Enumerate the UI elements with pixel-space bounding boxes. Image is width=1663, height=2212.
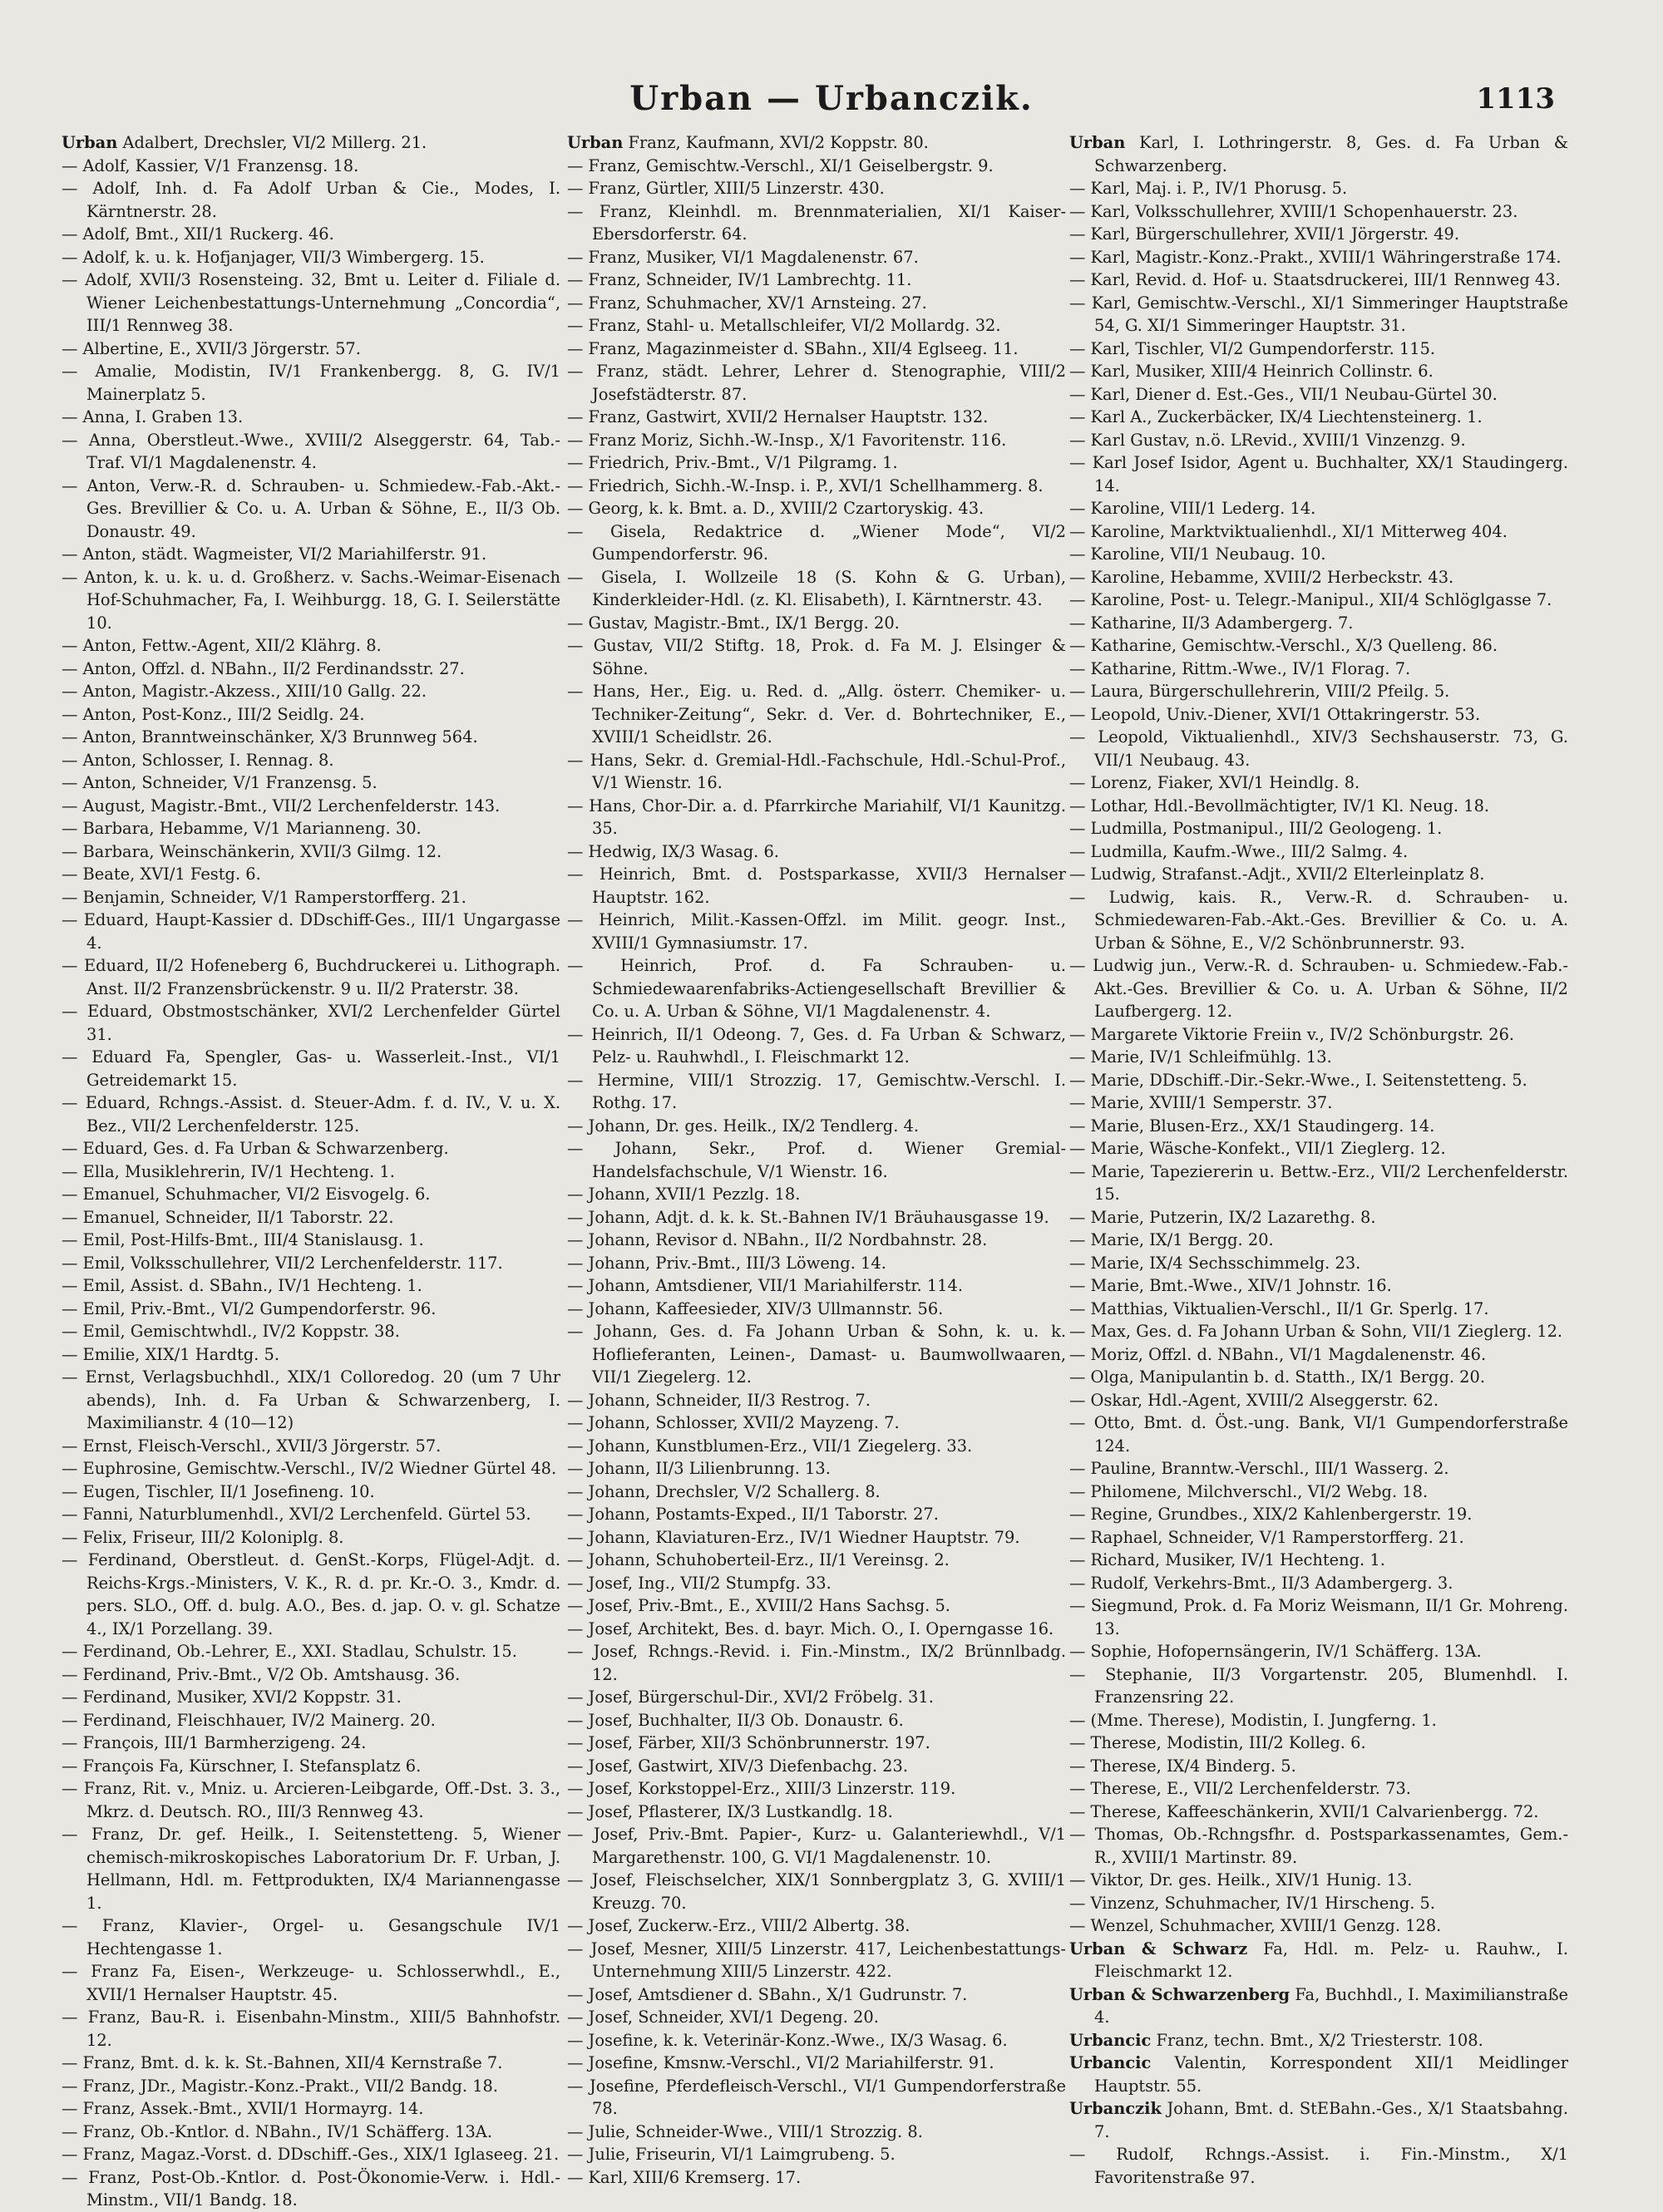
directory-entry: — Gustav, VII/2 Stiftg. 18, Prok. d. Fa M. J. Elsinger & Söhne. bbox=[567, 636, 1066, 678]
directory-entry: — Eduard, Rchngs.-Assist. d. Steuer-Adm. f. d. IV., V. u. X. Bez., VII/2 Lerchenfelderstr. 125. bbox=[62, 1093, 560, 1136]
directory-entry: — Karl, Maj. i. P., IV/1 Phorusg. 5. bbox=[1069, 179, 1348, 198]
directory-entry: — Ferdinand, Fleischhauer, IV/2 Mainerg. 20. bbox=[62, 1710, 436, 1730]
directory-entry: — Karoline, VIII/1 Lederg. 14. bbox=[1069, 499, 1316, 518]
directory-entry: — Julie, Schneider-Wwe., VIII/1 Strozzig. 8. bbox=[567, 2121, 923, 2141]
directory-entry: — Johann, Kunstblumen-Erz., VII/1 Ziegelerg. 33. bbox=[567, 1436, 973, 1456]
directory-entry: — Eduard, Obstmostschänker, XVI/2 Lerchenfelder Gürtel 31. bbox=[62, 1002, 560, 1044]
directory-entry: — Karoline, Marktviktualienhdl., XI/1 Mitterweg 404. bbox=[1069, 521, 1508, 541]
directory-entry: — Sophie, Hofopernsängerin, IV/1 Schäfferg. 13A. bbox=[1069, 1642, 1482, 1661]
directory-entry: — Leopold, Univ.-Diener, XVI/1 Ottakringerstr. 53. bbox=[1069, 704, 1481, 724]
directory-entry: — Johann, Klaviaturen-Erz., IV/1 Wiedner Hauptstr. 79. bbox=[567, 1527, 1020, 1547]
directory-entry: — Karoline, VII/1 Neubaug. 10. bbox=[1069, 544, 1326, 564]
directory-entry: — Josef, Färber, XII/3 Schönbrunnerstr. 197. bbox=[567, 1733, 930, 1752]
directory-entry: — Karl A., Zuckerbäcker, IX/4 Liechtensteinerg. 1. bbox=[1069, 407, 1483, 426]
directory-entry: — Stephanie, II/3 Vorgartenstr. 205, Blumenhdl. I. Franzensring 22. bbox=[1069, 1664, 1568, 1707]
directory-entry: — Richard, Musiker, IV/1 Hechteng. 1. bbox=[1069, 1550, 1385, 1569]
directory-entry: — Gisela, I. Wollzeile 18 (S. Kohn & G. Urban), Kinderkleider-Hdl. (z. Kl. Elisabeth), I. Kärntnerstr. 43. bbox=[567, 567, 1066, 609]
directory-entry: Urban & Schwarz Fa, Hdl. m. Pelz- u. Rauhw., I. Fleischmarkt 12. bbox=[1069, 1939, 1568, 1981]
directory-entry: — Lothar, Hdl.-Bevollmächtigter, IV/1 Kl. Neug. 18. bbox=[1069, 796, 1490, 815]
directory-entry: — Marie, Wäsche-Konfekt., VII/1 Zieglerg. 12. bbox=[1069, 1139, 1446, 1158]
directory-entry: — Josef, Schneider, XVI/1 Degeng. 20. bbox=[567, 2008, 879, 2027]
directory-entry: — Olga, Manipulantin b. d. Statth., IX/1 Bergg. 20. bbox=[1069, 1367, 1486, 1387]
directory-entry: — Franz, Schuhmacher, XV/1 Arnsteing. 27. bbox=[567, 293, 927, 313]
directory-entry: — Katharine, Gemischtw.-Verschl., X/3 Quelleng. 86. bbox=[1069, 636, 1498, 655]
directory-entry: — Siegmund, Prok. d. Fa Moriz Weismann, II/1 Gr. Mohreng. 13. bbox=[1069, 1596, 1568, 1638]
directory-entry: — Franz, Magaz.-Vorst. d. DDschiff.-Ges., XIX/1 Iglaseeg. 21. bbox=[62, 2145, 560, 2164]
directory-entry: — Ludmilla, Postmanipul., III/2 Geologeng. 1. bbox=[1069, 819, 1443, 838]
directory-entry: — Adolf, Inh. d. Fa Adolf Urban & Cie., Modes, I. Kärntnerstr. 28. bbox=[62, 179, 560, 221]
directory-entry: — Karl Josef Isidor, Agent u. Buchhalter, XX/1 Staudingerg. 14. bbox=[1069, 453, 1568, 495]
column-1 bbox=[62, 131, 560, 2210]
directory-entry: — Ferdinand, Ob.-Lehrer, E., XXI. Stadlau, Schulstr. 15. bbox=[62, 1642, 517, 1661]
directory-entry: — Johann, Dr. ges. Heilk., IX/2 Tendlerg. 4. bbox=[567, 1116, 920, 1136]
directory-entry: — Emanuel, Schneider, II/1 Taborstr. 22. bbox=[62, 1207, 394, 1227]
directory-entry: — Marie, IX/4 Sechsschimmelg. 23. bbox=[1069, 1253, 1361, 1273]
directory-entry: — Josef, Rchngs.-Revid. i. Fin.-Minstm., IX/2 Brünnlbadg. 12. bbox=[567, 1642, 1066, 1684]
directory-entry: — Josef, Priv.-Bmt. Papier-, Kurz- u. Galanteriewhdl., V/1 Margarethenstr. 100, G. VI/1 Magdalenenstr. 10. bbox=[567, 1825, 1066, 1867]
directory-entry: Urban Adalbert, Drechsler, VI/2 Millerg. 21. bbox=[62, 133, 427, 152]
directory-entry: — Karl, Musiker, XIII/4 Heinrich Collinstr. 6. bbox=[1069, 362, 1434, 381]
directory-entry: — Emanuel, Schuhmacher, VI/2 Eisvogelg. 6. bbox=[62, 1185, 431, 1204]
directory-entry: — Margarete Viktorie Freiin v., IV/2 Schönburgstr. 26. bbox=[1069, 1024, 1515, 1044]
directory-entry: — Katharine, II/3 Adambergerg. 7. bbox=[1069, 613, 1354, 633]
directory-entry: — Josef, Pflasterer, IX/3 Lustkandlg. 18. bbox=[567, 1801, 893, 1821]
directory-entry: — Hans, Chor-Dir. a. d. Pfarrkirche Mariahilf, VI/1 Kaunitzg. 35. bbox=[567, 796, 1066, 838]
directory-entry: — Josef, Gastwirt, XIV/3 Diefenbachg. 23. bbox=[567, 1756, 908, 1776]
directory-entry: — Eugen, Tischler, II/1 Josefineng. 10. bbox=[62, 1481, 375, 1501]
directory-entry: — Marie, IX/1 Bergg. 20. bbox=[1069, 1230, 1274, 1249]
directory-entry: — Franz Moriz, Sichh.-W.-Insp., X/1 Favoritenstr. 116. bbox=[567, 430, 1007, 450]
directory-entry: — Laura, Bürgerschullehrerin, VIII/2 Pfeilg. 5. bbox=[1069, 682, 1450, 701]
directory-entry: Urban Karl, I. Lothringerstr. 8, Ges. d. Fa Urban & Schwarzenberg. bbox=[1069, 133, 1568, 175]
directory-entry: — François, III/1 Barmherzigeng. 24. bbox=[62, 1733, 367, 1752]
directory-entry: — Therese, Modistin, III/2 Kolleg. 6. bbox=[1069, 1733, 1366, 1752]
directory-entry: — Johann, Schneider, II/3 Restrog. 7. bbox=[567, 1390, 871, 1410]
directory-entry: — Ludwig jun., Verw.-R. d. Schrauben- u. Schmiedew.-Fab.-Akt.-Ges. Brevillier & Co. u. A. Urban & Söhne, II/2 Laufbergerg. 12. bbox=[1069, 956, 1568, 1021]
directory-entry: — Josefine, k. k. Veterinär-Konz.-Wwe., IX/3 Wasag. 6. bbox=[567, 2030, 1008, 2050]
directory-entry: Urbancic Franz, techn. Bmt., X/2 Triesterstr. 108. bbox=[1069, 2030, 1483, 2050]
directory-entry: — Karl, XIII/6 Kremserg. 17. bbox=[567, 2167, 802, 2187]
directory-entry: — Karl, Diener d. Est.-Ges., VII/1 Neubau-Gürtel 30. bbox=[1069, 384, 1498, 404]
directory-entry: — Franz Fa, Eisen-, Werkzeuge- u. Schlosserwhdl., E., XVII/1 Hernalser Hauptstr. 45. bbox=[62, 1962, 560, 2004]
directory-entry: — Franz, Stahl- u. Metallschleifer, VI/2 Mollardg. 32. bbox=[567, 316, 1001, 335]
directory-entry: — Barbara, Hebamme, V/1 Marianneng. 30. bbox=[62, 819, 422, 838]
directory-entry: — Emil, Volksschullehrer, VII/2 Lerchenfelderstr. 117. bbox=[62, 1253, 503, 1273]
directory-entry: — Franz, Magazinmeister d. SBahn., XII/4 Eglseeg. 11. bbox=[567, 338, 1019, 358]
directory-entry: — Marie, Putzerin, IX/2 Lazarethg. 8. bbox=[1069, 1207, 1376, 1227]
column-2 bbox=[567, 131, 1066, 2187]
directory-entry: — (Mme. Therese), Modistin, I. Jungferng. 1. bbox=[1069, 1710, 1437, 1730]
directory-entry: — Ferdinand, Priv.-Bmt., V/2 Ob. Amtshausg. 36. bbox=[62, 1664, 461, 1684]
directory-entry: — Heinrich, Milit.-Kassen-Offzl. im Milit. geogr. Inst., XVIII/1 Gymnasiumstr. 17. bbox=[567, 910, 1066, 953]
directory-entry: — Marie, Tapeziererin u. Bettw.-Erz., VII/2 Lerchenfelderstr. 15. bbox=[1069, 1161, 1568, 1204]
directory-entry: — Felix, Friseur, III/2 Koloniplg. 8. bbox=[62, 1527, 344, 1547]
directory-entry: — Franz, Rit. v., Mniz. u. Arcieren-Leibgarde, Off.-Dst. 3. 3., Mkrz. d. Deutsch. RO., III/3 Rennweg 43. bbox=[62, 1779, 560, 1821]
directory-entry: — Ernst, Verlagsbuchhdl., XIX/1 Colloredog. 20 (um 7 Uhr abends), Inh. d. Fa Urban & Schwarzenberg, I. Maximilianstr. 4 (10—12) bbox=[62, 1367, 560, 1432]
directory-entry: — Johann, Amtsdiener, VII/1 Mariahilferstr. 114. bbox=[567, 1276, 964, 1295]
directory-entry: — Eduard Fa, Spengler, Gas- u. Wasserleit.-Inst., VI/1 Getreidemarkt 15. bbox=[62, 1047, 560, 1090]
directory-entry: — Karl, Gemischtw.-Verschl., XI/1 Simmeringer Hauptstraße 54, G. XI/1 Simmeringer Hauptstr. 31. bbox=[1069, 293, 1568, 335]
directory-entry: — Karl, Volksschullehrer, XVIII/1 Schopenhauerstr. 23. bbox=[1069, 201, 1518, 221]
directory-entry: — Matthias, Viktualien-Verschl., II/1 Gr. Sperlg. 17. bbox=[1069, 1298, 1489, 1318]
directory-entry: — Georg, k. k. Bmt. a. D., XVIII/2 Czartoryskig. 43. bbox=[567, 499, 984, 518]
directory-entry: — Anton, Fettw.-Agent, XII/2 Klährg. 8. bbox=[62, 636, 382, 655]
directory-entry: — Franz, Dr. gef. Heilk., I. Seitenstetteng. 5, Wiener chemisch-mikroskopisches Laboratorium Dr. F. Urban, J. Hellmann, Hdl. m. Fettprodukten, IX/4 Mariannengasse 1. bbox=[62, 1825, 560, 1913]
directory-entry: — Anton, Schneider, V/1 Franzensg. 5. bbox=[62, 773, 378, 792]
directory-entry: — Ludwig, kais. R., Verw.-R. d. Schrauben- u. Schmiedewaren-Fab.-Akt.-Ges. Brevillier & Co. u. A. Urban & Söhne, E., V/2 Schönbrunnerstr. 93. bbox=[1069, 887, 1568, 953]
directory-entry: — Therese, Kaffeeschänkerin, XVII/1 Calvarienbergg. 72. bbox=[1069, 1801, 1539, 1821]
directory-entry: — Ludwig, Strafanst.-Adjt., XVII/2 Elterleinplatz 8. bbox=[1069, 865, 1485, 884]
directory-entry: — Marie, IV/1 Schleifmühlg. 13. bbox=[1069, 1047, 1332, 1067]
directory-entry: — Friedrich, Sichh.-W.-Insp. i. P., XVI/1 Schellhammerg. 8. bbox=[567, 475, 1044, 495]
directory-entry: — Josef, Bürgerschul-Dir., XVI/2 Fröbelg. 31. bbox=[567, 1687, 934, 1707]
directory-entry: — Barbara, Weinschänkerin, XVII/3 Gilmg. 12. bbox=[62, 841, 442, 861]
directory-entry: — Josef, Mesner, XIII/5 Linzerstr. 417, Leichenbestattungs-Unternehmung XIII/5 Linzerstr. 422. bbox=[567, 1939, 1066, 1981]
directory-entry: — Hans, Her., Eig. u. Red. d. „Allg. österr. Chemiker- u. Techniker-Zeitung“, Sekr. d. Ver. d. Bohrtechniker, E., XVIII/1 Scheidlstr. 26. bbox=[567, 682, 1066, 746]
directory-entry: — Eduard, II/2 Hofeneberg 6, Buchdruckerei u. Lithograph. Anst. II/2 Franzensbrückenstr. 9 u. II/2 Praterstr. 38. bbox=[62, 956, 560, 998]
directory-entry: — Regine, Grundbes., XIX/2 Kahlenbergerstr. 19. bbox=[1069, 1505, 1473, 1524]
directory-entry: — Adolf, Bmt., XII/1 Ruckerg. 46. bbox=[62, 224, 334, 244]
directory-entry: — Franz, Schneider, IV/1 Lambrechtg. 11. bbox=[567, 270, 912, 289]
directory-entry: — Euphrosine, Gemischtw.-Verschl., IV/2 Wiedner Gürtel 48. bbox=[62, 1459, 557, 1478]
directory-entry: — Emil, Gemischtwhdl., IV/2 Koppstr. 38. bbox=[62, 1322, 400, 1341]
directory-entry: — Marie, XVIII/1 Semperstr. 37. bbox=[1069, 1093, 1333, 1112]
directory-entry: — Karl, Tischler, VI/2 Gumpendorferstr. 115. bbox=[1069, 338, 1436, 358]
page-number: 1113 bbox=[1476, 82, 1555, 116]
directory-entry: — Josef, Priv.-Bmt., E., XVIII/2 Hans Sachsg. 5. bbox=[567, 1596, 950, 1615]
directory-entry: — Franz, Post-Ob.-Kntlor. d. Post-Ökonomie-Verw. i. Hdl.-Minstm., VII/1 Bandg. 18. bbox=[62, 2167, 560, 2210]
directory-entry: — Anna, Oberstleut.-Wwe., XVIII/2 Alseggerstr. 64, Tab.-Traf. VI/1 Magdalenenstr. 4. bbox=[62, 430, 560, 472]
directory-entry: — Ferdinand, Oberstleut. d. GenSt.-Korps, Flügel-Adjt. d. Reichs-Krgs.-Ministers, V. K., R. d. pr. Kr.-O. 3., Kmdr. d. pers. SLO., Off. d. bulg. A.O., Bes. d. jap. O. v. gl. Schatze 4., IX/1 Porzellang. 39. bbox=[62, 1550, 560, 1638]
directory-entry: — Emil, Post-Hilfs-Bmt., III/4 Stanislausg. 1. bbox=[62, 1230, 424, 1249]
directory-entry: — Franz, Klavier-, Orgel- u. Gesangschule IV/1 Hechtengasse 1. bbox=[62, 1916, 560, 1958]
directory-entry: — Emil, Priv.-Bmt., VI/2 Gumpendorferstr. 96. bbox=[62, 1298, 437, 1318]
directory-entry: — Anton, Magistr.-Akzess., XIII/10 Gallg. 22. bbox=[62, 682, 427, 701]
directory-entry: — Ernst, Fleisch-Verschl., XVII/3 Jörgerstr. 57. bbox=[62, 1436, 442, 1456]
directory-entry: — Julie, Friseurin, VI/1 Laimgrubeng. 5. bbox=[567, 2145, 896, 2164]
directory-entry: — Johann, XVII/1 Pezzlg. 18. bbox=[567, 1185, 801, 1204]
directory-entry: — Marie, Blusen-Erz., XX/1 Staudingerg. 14. bbox=[1069, 1116, 1435, 1136]
directory-entry: — Anton, Branntweinschänker, X/3 Brunnweg 564. bbox=[62, 727, 478, 746]
directory-entry: — Franz, JDr., Magistr.-Konz.-Prakt., VII/2 Bandg. 18. bbox=[62, 2076, 499, 2096]
directory-entry: — Ella, Musiklehrerin, IV/1 Hechteng. 1. bbox=[62, 1161, 395, 1181]
directory-entry: — Johann, II/3 Lilienbrunng. 13. bbox=[567, 1459, 831, 1478]
directory-entry: — Marie, Bmt.-Wwe., XIV/1 Johnstr. 16. bbox=[1069, 1276, 1392, 1295]
directory-entry: — Albertine, E., XVII/3 Jörgerstr. 57. bbox=[62, 338, 361, 358]
directory-entry: — Franz, Ob.-Kntlor. d. NBahn., IV/1 Schäfferg. 13A. bbox=[62, 2121, 492, 2141]
directory-entry: — Otto, Bmt. d. Öst.-ung. Bank, VI/1 Gumpendorferstraße 124. bbox=[1069, 1413, 1568, 1456]
directory-entry: — Anton, Post-Konz., III/2 Seidlg. 24. bbox=[62, 704, 365, 724]
directory-entry: — Josef, Architekt, Bes. d. bayr. Mich. O., I. Operngasse 16. bbox=[567, 1618, 1054, 1638]
directory-entry: — Franz, Gürtler, XIII/5 Linzerstr. 430. bbox=[567, 179, 885, 198]
directory-entry: — Hermine, VIII/1 Strozzig. 17, Gemischtw.-Verschl. I. Rothg. 17. bbox=[567, 1070, 1066, 1112]
directory-entry: Urbancic Valentin, Korrespondent XII/1 Meidlinger Hauptstr. 55. bbox=[1069, 2053, 1568, 2096]
directory-entry: — Friedrich, Priv.-Bmt., V/1 Pilgramg. 1. bbox=[567, 453, 898, 472]
directory-entry: — Emilie, XIX/1 Hardtg. 5. bbox=[62, 1344, 279, 1364]
directory-entry: — Franz, Kleinhdl. m. Brennmaterialien, XI/1 Kaiser-Ebersdorferstr. 64. bbox=[567, 201, 1066, 244]
directory-entry: — Therese, E., VII/2 Lerchenfelderstr. 73. bbox=[1069, 1779, 1411, 1798]
directory-entry: — Johann, Drechsler, V/2 Schallerg. 8. bbox=[567, 1481, 881, 1501]
directory-entry: — Josef, Ing., VII/2 Stumpfg. 33. bbox=[567, 1573, 832, 1593]
directory-entry: — Franz, Musiker, VI/1 Magdalenenstr. 67. bbox=[567, 247, 919, 267]
directory-entry: — Karl Gustav, n.ö. LRevid., XVIII/1 Vinzenzg. 9. bbox=[1069, 430, 1466, 450]
directory-entry: — Thomas, Ob.-Rchngsfhr. d. Postsparkassenamtes, Gem.-R., XVIII/1 Martinstr. 89. bbox=[1069, 1825, 1568, 1867]
directory-entry: — Viktor, Dr. ges. Heilk., XIV/1 Hunig. 13. bbox=[1069, 1870, 1413, 1889]
directory-entry: — Benjamin, Schneider, V/1 Ramperstorfferg. 21. bbox=[62, 887, 466, 907]
directory-entry: — Johann, Priv.-Bmt., III/3 Löweng. 14. bbox=[567, 1253, 886, 1273]
directory-entry: — Lorenz, Fiaker, XVI/1 Heindlg. 8. bbox=[1069, 773, 1360, 792]
directory-entry: — Josef, Fleischselcher, XIX/1 Sonnbergplatz 3, G. XVIII/1 Kreuzg. 70. bbox=[567, 1870, 1066, 1913]
directory-entry: — Josef, Amtsdiener d. SBahn., X/1 Gudrunstr. 7. bbox=[567, 1984, 968, 2004]
directory-entry: — Max, Ges. d. Fa Johann Urban & Sohn, VII/1 Zieglerg. 12. bbox=[1069, 1322, 1563, 1341]
directory-entry: Urban & Schwarzenberg Fa, Buchhdl., I. Maximilianstraße 4. bbox=[1069, 1984, 1569, 2027]
directory-entry: — Rudolf, Verkehrs-Bmt., II/3 Adambergerg. 3. bbox=[1069, 1573, 1453, 1593]
directory-entry: — Johann, Ges. d. Fa Johann Urban & Sohn, k. u. k. Hoflieferanten, Leinen-, Damast- u. Baumwollwaaren, VII/1 Ziegelerg. 12. bbox=[567, 1322, 1066, 1387]
directory-entry: — Heinrich, Bmt. d. Postsparkasse, XVII/3 Hernalser Hauptstr. 162. bbox=[567, 865, 1066, 907]
directory-entry: — Oskar, Hdl.-Agent, XVIII/2 Alseggerstr. 62. bbox=[1069, 1390, 1438, 1410]
directory-entry: — Hedwig, IX/3 Wasag. 6. bbox=[567, 841, 779, 861]
directory-entry: — Johann, Postamts-Exped., II/1 Taborstr. 27. bbox=[567, 1505, 939, 1524]
directory-entry: — Vinzenz, Schuhmacher, IV/1 Hirscheng. 5. bbox=[1069, 1893, 1436, 1913]
directory-entry: — Moriz, Offzl. d. NBahn., VI/1 Magdalenenstr. 46. bbox=[1069, 1344, 1487, 1364]
directory-entry: — Ludmilla, Kaufm.-Wwe., III/2 Salmg. 4. bbox=[1069, 841, 1409, 861]
directory-entry: — Franz, Assek.-Bmt., XVII/1 Hormayrg. 14. bbox=[62, 2099, 424, 2118]
directory-entry: — Eduard, Haupt-Kassier d. DDschiff-Ges., III/1 Ungargasse 4. bbox=[62, 910, 560, 953]
directory-entry: — August, Magistr.-Bmt., VII/2 Lerchenfelderstr. 143. bbox=[62, 796, 501, 815]
directory-entry: — Eduard, Ges. d. Fa Urban & Schwarzenberg. bbox=[62, 1139, 449, 1158]
directory-entry: — Franz, Gastwirt, XVII/2 Hernalser Hauptstr. 132. bbox=[567, 407, 989, 426]
page-header bbox=[67, 79, 1596, 129]
directory-entry: — Heinrich, II/1 Odeong. 7, Ges. d. Fa Urban & Schwarz, Pelz- u. Rauhwhdl., I. Fleischmarkt 12. bbox=[567, 1024, 1066, 1067]
directory-entry: — Anton, k. u. k. u. d. Großherz. v. Sachs.-Weimar-Eisenach Hof-Schuhmacher, Fa, I. Weihburgg. 18, G. I. Seilerstätte 10. bbox=[62, 567, 560, 633]
directory-entry: — Emil, Assist. d. SBahn., IV/1 Hechteng. 1. bbox=[62, 1276, 422, 1295]
directory-entry: — Adolf, Kassier, V/1 Franzensg. 18. bbox=[62, 155, 359, 175]
directory-entry: — Karl, Magistr.-Konz.-Prakt., XVIII/1 Währingerstraße 174. bbox=[1069, 247, 1562, 267]
directory-entry: — Adolf, XVII/3 Rosensteing. 32, Bmt u. Leiter d. Filiale d. Wiener Leichenbestattungs-Unternehmung „Concordia“, III/1 Rennweg 38. bbox=[62, 270, 560, 335]
directory-entry: — Josefine, Kmsnw.-Verschl., VI/2 Mariahilferstr. 91. bbox=[567, 2053, 994, 2072]
directory-entry: — Therese, IX/4 Binderg. 5. bbox=[1069, 1756, 1296, 1776]
directory-entry: — Raphael, Schneider, V/1 Ramperstorfferg. 21. bbox=[1069, 1527, 1464, 1547]
directory-entry: — Johann, Revisor d. NBahn., II/2 Nordbahnstr. 28. bbox=[567, 1230, 988, 1249]
directory-entry: — Beate, XVI/1 Festg. 6. bbox=[62, 865, 261, 884]
directory-entry: — Anton, Schlosser, I. Rennag. 8. bbox=[62, 750, 334, 770]
directory-entry: — Franz, Gemischtw.-Verschl., XI/1 Geiselbergstr. 9. bbox=[567, 155, 994, 175]
directory-entry: — Anton, Verw.-R. d. Schrauben- u. Schmiedew.-Fab.-Akt.-Ges. Brevillier & Co. u. A. Urban & Söhne, E., II/3 Ob. Donaustr. 49. bbox=[62, 475, 560, 541]
directory-entry: — Rudolf, Rchngs.-Assist. i. Fin.-Minstm., X/1 Favoritenstraße 97. bbox=[1069, 2145, 1568, 2187]
directory-entry: — Leopold, Viktualienhdl., XIV/3 Sechshauserstr. 73, G. VII/1 Neubaug. 43. bbox=[1069, 727, 1568, 770]
directory-entry: Urban Franz, Kaufmann, XVI/2 Koppstr. 80. bbox=[567, 133, 929, 152]
directory-entry: — Ferdinand, Musiker, XVI/2 Koppstr. 31. bbox=[62, 1687, 402, 1707]
column-3 bbox=[1069, 131, 1569, 2187]
directory-entry: — Marie, DDschiff.-Dir.-Sekr.-Wwe., I. Seitenstetteng. 5. bbox=[1069, 1070, 1527, 1090]
directory-entry: — Johann, Schlosser, XVII/2 Mayzeng. 7. bbox=[567, 1413, 900, 1432]
directory-entry: — Anton, Offzl. d. NBahn., II/2 Ferdinandsstr. 27. bbox=[62, 658, 465, 678]
directory-entry: — Josef, Zuckerw.-Erz., VIII/2 Albertg. 38. bbox=[567, 1916, 910, 1935]
directory-entry: — Hans, Sekr. d. Gremial-Hdl.-Fachschule, Hdl.-Schul-Prof., V/1 Wienstr. 16. bbox=[567, 750, 1066, 792]
directory-entry: — Josefine, Pferdefleisch-Verschl., VI/1 Gumpendorferstraße 78. bbox=[567, 2076, 1066, 2118]
directory-entry: — Katharine, Rittm.-Wwe., IV/1 Florag. 7. bbox=[1069, 658, 1411, 678]
directory-entry: — Johann, Sekr., Prof. d. Wiener Gremial-Handelsfachschule, V/1 Wienstr. 16. bbox=[567, 1139, 1066, 1181]
directory-entry: — Karoline, Hebamme, XVIII/2 Herbeckstr. 43. bbox=[1069, 567, 1454, 587]
directory-entry: — Gustav, Magistr.-Bmt., IX/1 Bergg. 20. bbox=[567, 613, 900, 633]
directory-entry: — Pauline, Branntw.-Verschl., III/1 Wasserg. 2. bbox=[1069, 1459, 1449, 1478]
directory-entry: — Heinrich, Prof. d. Fa Schrauben- u. Schmiedewaarenfabriks-Actiengesellschaft Brevillier & Co. u. A. Urban & Söhne, VI/1 Magdalenenstr. 4. bbox=[567, 956, 1066, 1021]
directory-entry: — Philomene, Milchverschl., VI/2 Webg. 18. bbox=[1069, 1481, 1429, 1501]
directory-entry: — Wenzel, Schuhmacher, XVIII/1 Genzg. 128. bbox=[1069, 1916, 1442, 1935]
directory-entry: — Johann, Adjt. d. k. k. St.-Bahnen IV/1 Bräuhausgasse 19. bbox=[567, 1207, 1049, 1227]
directory-entry: — Josef, Korkstoppel-Erz., XIII/3 Linzerstr. 119. bbox=[567, 1779, 956, 1798]
directory-entry: — Karl, Revid. d. Hof- u. Staatsdruckerei, III/1 Rennweg 43. bbox=[1069, 270, 1561, 289]
directory-entry: — Amalie, Modistin, IV/1 Frankenbergg. 8, G. IV/1 Mainerplatz 5. bbox=[62, 362, 560, 404]
directory-entry: — Karoline, Post- u. Telegr.-Manipul., XII/4 Schlöglgasse 7. bbox=[1069, 590, 1552, 609]
directory-entry: — Adolf, k. u. k. Hofjanjager, VII/3 Wimbergerg. 15. bbox=[62, 247, 485, 267]
directory-entry: — Fanni, Naturblumenhdl., XVI/2 Lerchenfeld. Gürtel 53. bbox=[62, 1505, 531, 1524]
directory-entry: — Johann, Schuhoberteil-Erz., II/1 Vereinsg. 2. bbox=[567, 1550, 950, 1569]
directory-entry: — Franz, Bau-R. i. Eisenbahn-Minstm., XIII/5 Bahnhofstr. 12. bbox=[62, 2008, 560, 2050]
directory-entry: — Johann, Kaffeesieder, XIV/3 Ullmannstr. 56. bbox=[567, 1298, 944, 1318]
directory-entry: — Karl, Bürgerschullehrer, XVII/1 Jörgerstr. 49. bbox=[1069, 224, 1460, 244]
directory-entry: — Franz, städt. Lehrer, Lehrer d. Stenographie, VIII/2 Josefstädterstr. 87. bbox=[567, 362, 1066, 404]
directory-entry: — Anna, I. Graben 13. bbox=[62, 407, 244, 426]
directory-entry: — François Fa, Kürschner, I. Stefansplatz 6. bbox=[62, 1756, 422, 1776]
directory-entry: — Josef, Buchhalter, II/3 Ob. Donaustr. 6. bbox=[567, 1710, 904, 1730]
directory-entry: — Gisela, Redaktrice d. „Wiener Mode“, VI/2 Gumpendorferstr. 96. bbox=[567, 521, 1066, 564]
directory-entry: — Franz, Bmt. d. k. k. St.-Bahnen, XII/4 Kernstraße 7. bbox=[62, 2053, 503, 2072]
directory-entry: Urbanczik Johann, Bmt. d. StEBahn.-Ges., X/1 Staatsbahng. 7. bbox=[1069, 2099, 1568, 2141]
directory-entry: — Anton, städt. Wagmeister, VI/2 Mariahilferstr. 91. bbox=[62, 544, 487, 564]
running-title: Urban — Urbanczik. bbox=[629, 79, 1034, 118]
